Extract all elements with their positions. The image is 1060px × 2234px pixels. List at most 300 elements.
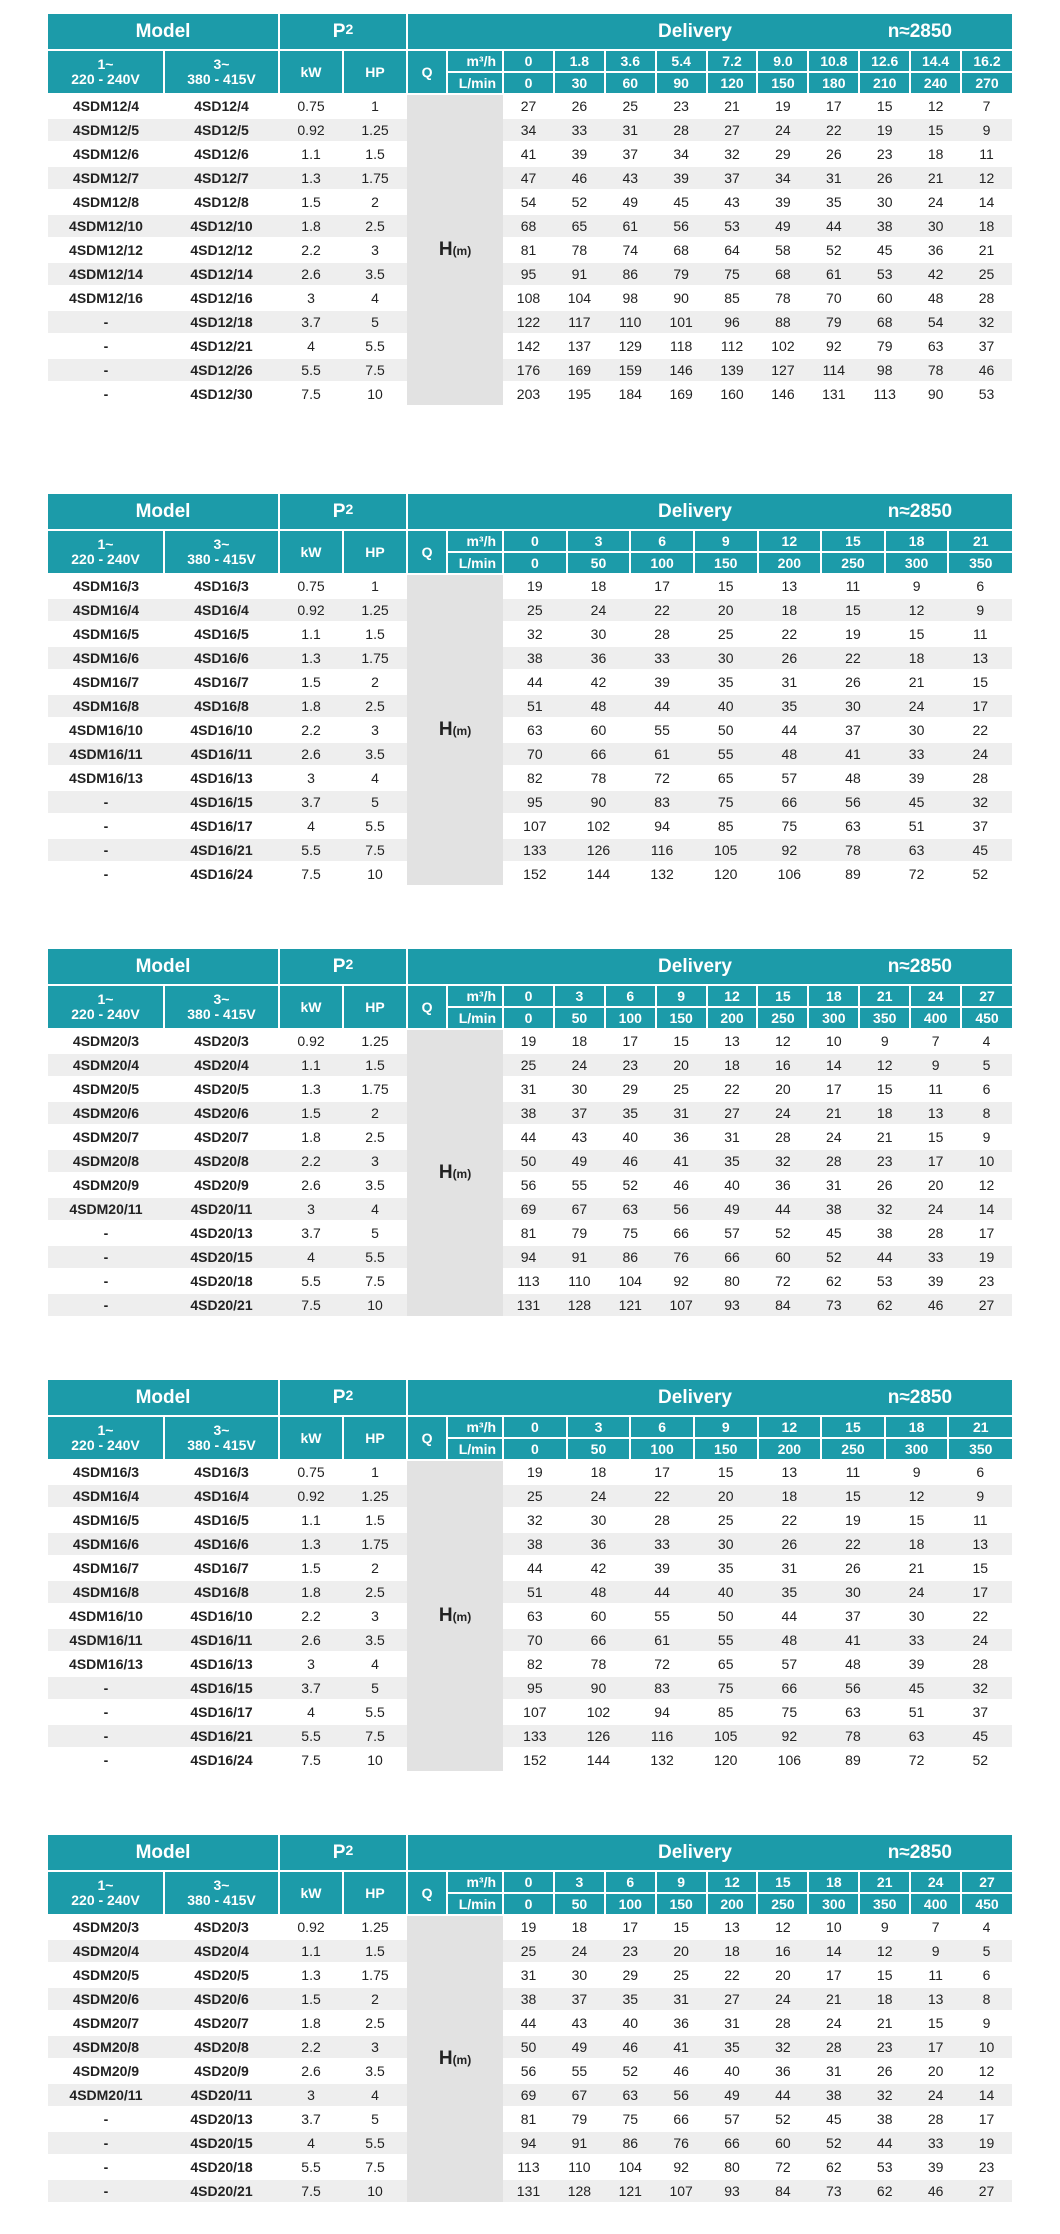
table-row (48, 1125, 1012, 1149)
power-hp: 1.25 (343, 1029, 407, 1053)
model-three-phase: 4SD12/26 (164, 358, 279, 382)
performance-table (48, 1380, 1012, 1773)
head-value: 35 (605, 1101, 656, 1125)
head-value: 26 (554, 94, 605, 118)
power-hp: 5 (343, 2107, 407, 2131)
head-value: 47 (503, 166, 554, 190)
head-value: 132 (630, 1748, 694, 1772)
head-value: 73 (808, 2179, 859, 2203)
model-three-phase: 4SD20/9 (164, 1173, 279, 1197)
head-value: 62 (859, 2179, 910, 2203)
head-value: 53 (859, 2155, 910, 2179)
model-three-phase: 4SD12/4 (164, 94, 279, 118)
head-value: 16 (757, 1939, 808, 1963)
power-kw: 1.8 (279, 694, 343, 718)
head-value: 44 (757, 1197, 808, 1221)
head-value: 63 (910, 334, 961, 358)
model-three-phase: 4SD20/6 (164, 1101, 279, 1125)
head-value: 144 (567, 862, 631, 886)
head-value: 30 (885, 1604, 949, 1628)
delivery-header (407, 949, 1012, 985)
model-single-phase: 4SDM16/3 (48, 574, 164, 598)
head-value: 9 (910, 1053, 961, 1077)
head-value: 66 (656, 2107, 707, 2131)
head-value: 60 (757, 2131, 808, 2155)
head-value: 14 (808, 1053, 859, 1077)
head-value: 40 (707, 1173, 758, 1197)
head-value: 79 (554, 2107, 605, 2131)
head-value: 43 (605, 166, 656, 190)
model-single-phase: 4SDM12/6 (48, 142, 164, 166)
head-value: 19 (821, 622, 885, 646)
head-value: 9 (885, 574, 949, 598)
model-three-phase: 4SD12/18 (164, 310, 279, 334)
model-three-phase: 4SD16/7 (164, 670, 279, 694)
model-three-phase: 4SD16/21 (164, 1724, 279, 1748)
flow-lmin: 450 (961, 1007, 1012, 1029)
power-kw: 2.2 (279, 1604, 343, 1628)
model-single-phase: - (48, 814, 164, 838)
model-single-phase: 4SDM12/5 (48, 118, 164, 142)
head-value: 22 (707, 1077, 758, 1101)
head-value: 117 (554, 310, 605, 334)
power-kw: 0.92 (279, 1029, 343, 1053)
head-value: 94 (630, 1700, 694, 1724)
flow-lmin: 100 (605, 1007, 656, 1029)
three-phase-header (164, 50, 279, 94)
model-single-phase: 4SDM20/11 (48, 2083, 164, 2107)
head-value: 108 (503, 286, 554, 310)
head-value: 75 (758, 814, 822, 838)
power-hp: 5.5 (343, 334, 407, 358)
model-single-phase: - (48, 334, 164, 358)
model-single-phase: 4SDM12/4 (48, 94, 164, 118)
head-value: 23 (961, 1269, 1012, 1293)
head-value: 44 (503, 670, 567, 694)
head-value: 146 (656, 358, 707, 382)
model-header: Model (48, 494, 279, 530)
head-value: 66 (656, 1221, 707, 1245)
head-value: 49 (707, 2083, 758, 2107)
head-value: 63 (503, 718, 567, 742)
head-value: 44 (503, 1556, 567, 1580)
head-value: 22 (808, 118, 859, 142)
head-value: 65 (554, 214, 605, 238)
head-value: 102 (757, 334, 808, 358)
head-value: 18 (885, 646, 949, 670)
single-voltage-label: 220 - 240V (71, 1892, 140, 1908)
head-value: 22 (948, 1604, 1012, 1628)
head-value: 37 (605, 142, 656, 166)
head-value: 24 (567, 1484, 631, 1508)
head-value: 107 (503, 1700, 567, 1724)
head-value: 30 (821, 1580, 885, 1604)
head-value: 35 (808, 190, 859, 214)
head-value: 66 (758, 790, 822, 814)
power-kw: 0.75 (279, 94, 343, 118)
head-value: 20 (694, 598, 758, 622)
flow-lmin: 400 (910, 1893, 961, 1915)
head-value: 12 (961, 166, 1012, 190)
head-value: 70 (503, 1628, 567, 1652)
head-value: 30 (694, 1532, 758, 1556)
head-value: 19 (757, 94, 808, 118)
head-value: 19 (821, 1508, 885, 1532)
power-hp: 2.5 (343, 694, 407, 718)
head-value: 62 (859, 1293, 910, 1317)
head-letter: H (438, 2048, 453, 2069)
power-kw: 1.3 (279, 646, 343, 670)
head-value: 92 (656, 1269, 707, 1293)
head-value: 61 (630, 1628, 694, 1652)
table-row (48, 718, 1012, 742)
head-value: 12 (885, 1484, 949, 1508)
head-value: 75 (605, 1221, 656, 1245)
head-value: 17 (948, 1580, 1012, 1604)
table-row (48, 190, 1012, 214)
flow-m3h: 21 (859, 1871, 910, 1893)
power-hp: 2.5 (343, 1580, 407, 1604)
delivery-label: Delivery (658, 1386, 732, 1408)
power-hp: 10 (343, 1748, 407, 1772)
head-value: 55 (694, 742, 758, 766)
head-value: 52 (808, 1245, 859, 1269)
power-kw: 1.8 (279, 2011, 343, 2035)
power-hp: 1.5 (343, 142, 407, 166)
head-value: 15 (821, 598, 885, 622)
head-value: 131 (808, 382, 859, 406)
model-single-phase: 4SDM12/8 (48, 190, 164, 214)
flow-m3h: 6 (630, 530, 694, 552)
head-value: 11 (821, 574, 885, 598)
model-single-phase: 4SDM12/12 (48, 238, 164, 262)
single-phase-label: 1~ (97, 1877, 114, 1893)
flow-lmin: 300 (808, 1893, 859, 1915)
head-value: 23 (859, 1149, 910, 1173)
model-single-phase: - (48, 862, 164, 886)
kw-header: kW (279, 530, 343, 574)
performance-table (48, 949, 1012, 1318)
head-value: 44 (630, 1580, 694, 1604)
head-value: 28 (757, 1125, 808, 1149)
head-value: 80 (707, 1269, 758, 1293)
p2-label: P (332, 500, 346, 522)
flow-m3h: 9 (694, 530, 758, 552)
head-value: 61 (605, 214, 656, 238)
head-value: 23 (961, 2155, 1012, 2179)
three-phase-label: 3~ (213, 991, 230, 1007)
model-single-phase: 4SDM16/11 (48, 742, 164, 766)
flow-m3h: 0 (503, 985, 554, 1007)
head-value: 22 (821, 1532, 885, 1556)
model-three-phase: 4SD16/24 (164, 862, 279, 886)
head-value: 39 (554, 142, 605, 166)
flow-m3h: 9.0 (757, 50, 808, 72)
head-value: 66 (567, 1628, 631, 1652)
power-kw: 1.3 (279, 166, 343, 190)
head-value: 9 (961, 118, 1012, 142)
head-value: 94 (630, 814, 694, 838)
head-value: 12 (961, 2059, 1012, 2083)
power-hp: 5 (343, 1221, 407, 1245)
delivery-label: Delivery (658, 500, 732, 522)
head-value: 65 (694, 766, 758, 790)
power-hp: 1.25 (343, 118, 407, 142)
head-value: 82 (503, 766, 567, 790)
head-value: 40 (605, 1125, 656, 1149)
head-value: 44 (503, 1125, 554, 1149)
head-value: 53 (859, 1269, 910, 1293)
head-value: 159 (605, 358, 656, 382)
head-value: 72 (885, 1748, 949, 1772)
head-value: 131 (503, 1293, 554, 1317)
head-value: 38 (808, 1197, 859, 1221)
power-kw: 1.8 (279, 214, 343, 238)
head-value: 83 (630, 1676, 694, 1700)
head-value: 30 (554, 1963, 605, 1987)
head-value: 22 (948, 718, 1012, 742)
flow-m3h: 15 (821, 1416, 885, 1438)
three-phase-header (164, 1871, 279, 1915)
p2-header: P2 (279, 494, 407, 530)
flow-lmin: 150 (656, 1893, 707, 1915)
power-hp: 10 (343, 1293, 407, 1317)
power-kw: 3 (279, 1197, 343, 1221)
power-kw: 4 (279, 814, 343, 838)
head-value: 24 (948, 742, 1012, 766)
power-hp: 5.5 (343, 2131, 407, 2155)
model-single-phase: - (48, 1245, 164, 1269)
power-hp: 1.75 (343, 1963, 407, 1987)
head-value: 28 (948, 1652, 1012, 1676)
head-value: 63 (885, 1724, 949, 1748)
head-value: 63 (605, 2083, 656, 2107)
delivery-label: Delivery (658, 1841, 732, 1863)
model-single-phase: 4SDM16/8 (48, 1580, 164, 1604)
power-kw: 3 (279, 1652, 343, 1676)
flow-m3h: 18 (808, 1871, 859, 1893)
head-value: 79 (808, 310, 859, 334)
head-value: 104 (605, 1269, 656, 1293)
power-kw: 2.2 (279, 2035, 343, 2059)
head-value: 24 (757, 1101, 808, 1125)
head-value: 31 (808, 2059, 859, 2083)
head-value: 75 (707, 262, 758, 286)
head-value: 19 (961, 2131, 1012, 2155)
head-value: 26 (859, 1173, 910, 1197)
head-value: 28 (910, 1221, 961, 1245)
flow-m3h: 18 (885, 530, 949, 552)
head-value: 19 (503, 1460, 567, 1484)
head-value: 66 (707, 1245, 758, 1269)
model-three-phase: 4SD16/6 (164, 1532, 279, 1556)
table-row (48, 1173, 1012, 1197)
head-value: 13 (948, 646, 1012, 670)
three-phase-label: 3~ (213, 536, 230, 552)
q-header: Q (407, 1416, 447, 1460)
head-value: 55 (554, 1173, 605, 1197)
head-value: 46 (656, 2059, 707, 2083)
head-value: 15 (859, 1963, 910, 1987)
three-voltage-label: 380 - 415V (187, 1006, 256, 1022)
head-value: 56 (656, 214, 707, 238)
power-hp: 2 (343, 670, 407, 694)
head-value: 14 (808, 1939, 859, 1963)
head-value: 9 (910, 1939, 961, 1963)
flow-lmin: 50 (567, 552, 631, 574)
model-three-phase: 4SD16/5 (164, 622, 279, 646)
model-single-phase: - (48, 2179, 164, 2203)
head-value: 23 (605, 1053, 656, 1077)
head-value: 176 (503, 358, 554, 382)
model-single-phase: - (48, 1676, 164, 1700)
head-value: 7 (910, 1029, 961, 1053)
flow-m3h: 27 (961, 985, 1012, 1007)
head-value: 33 (885, 1628, 949, 1652)
three-phase-label: 3~ (213, 1877, 230, 1893)
head-value: 127 (757, 358, 808, 382)
model-single-phase: 4SDM16/6 (48, 1532, 164, 1556)
head-value: 78 (554, 238, 605, 262)
head-value: 30 (885, 718, 949, 742)
flow-m3h: 18 (808, 985, 859, 1007)
head-value: 61 (808, 262, 859, 286)
power-hp: 7.5 (343, 2155, 407, 2179)
model-single-phase: - (48, 838, 164, 862)
head-value: 95 (503, 262, 554, 286)
head-value: 132 (630, 862, 694, 886)
head-value: 82 (503, 1652, 567, 1676)
head-value: 142 (503, 334, 554, 358)
head-value: 49 (757, 214, 808, 238)
single-voltage-label: 220 - 240V (71, 551, 140, 567)
unit-m3h: m³/h (447, 1871, 503, 1893)
flow-m3h: 9 (656, 985, 707, 1007)
model-header: Model (48, 1835, 279, 1871)
flow-lmin: 50 (554, 1007, 605, 1029)
head-value: 46 (910, 2179, 961, 2203)
head-value: 34 (757, 166, 808, 190)
model-single-phase: 4SDM16/11 (48, 1628, 164, 1652)
head-value: 120 (694, 862, 758, 886)
head-value: 81 (503, 1221, 554, 1245)
model-three-phase: 4SD20/3 (164, 1029, 279, 1053)
head-value: 8 (961, 1101, 1012, 1125)
head-value: 9 (961, 1125, 1012, 1149)
head-value: 6 (948, 1460, 1012, 1484)
head-value: 110 (554, 2155, 605, 2179)
head-value: 32 (757, 1149, 808, 1173)
head-value: 21 (808, 1101, 859, 1125)
head-value: 106 (758, 1748, 822, 1772)
head-value: 15 (910, 2011, 961, 2035)
head-value: 18 (859, 1987, 910, 2011)
head-value: 12 (961, 1173, 1012, 1197)
head-value: 90 (656, 286, 707, 310)
power-hp: 3.5 (343, 2059, 407, 2083)
head-value: 29 (605, 1077, 656, 1101)
model-single-phase: 4SDM12/7 (48, 166, 164, 190)
model-three-phase: 4SD20/13 (164, 2107, 279, 2131)
flow-lmin: 250 (821, 552, 885, 574)
head-value: 33 (910, 1245, 961, 1269)
head-value: 56 (503, 1173, 554, 1197)
unit-m3h: m³/h (447, 1416, 503, 1438)
model-single-phase: 4SDM16/13 (48, 766, 164, 790)
table-row (48, 694, 1012, 718)
head-value: 94 (503, 1245, 554, 1269)
head-value: 75 (694, 1676, 758, 1700)
head-value: 46 (605, 2035, 656, 2059)
head-value: 17 (808, 1077, 859, 1101)
single-phase-header (48, 50, 164, 94)
head-value: 63 (821, 814, 885, 838)
head-value: 17 (808, 94, 859, 118)
model-three-phase: 4SD20/18 (164, 2155, 279, 2179)
head-value: 44 (757, 2083, 808, 2107)
head-value: 48 (567, 1580, 631, 1604)
head-value: 6 (961, 1077, 1012, 1101)
power-hp: 3.5 (343, 1628, 407, 1652)
power-kw: 7.5 (279, 862, 343, 886)
power-hp: 4 (343, 1197, 407, 1221)
three-voltage-label: 380 - 415V (187, 1437, 256, 1453)
model-single-phase: - (48, 2155, 164, 2179)
head-value: 70 (808, 286, 859, 310)
model-three-phase: 4SD16/17 (164, 814, 279, 838)
hp-header: HP (343, 530, 407, 574)
power-kw: 2.6 (279, 2059, 343, 2083)
table-row (48, 1221, 1012, 1245)
model-single-phase: 4SDM20/9 (48, 2059, 164, 2083)
model-single-phase: 4SDM20/4 (48, 1939, 164, 1963)
head-value: 25 (503, 1484, 567, 1508)
head-value: 24 (554, 1939, 605, 1963)
head-value: 21 (859, 1125, 910, 1149)
head-value: 35 (758, 694, 822, 718)
head-value: 25 (605, 94, 656, 118)
power-kw: 4 (279, 1245, 343, 1269)
power-kw: 5.5 (279, 1269, 343, 1293)
flow-m3h: 12 (707, 1871, 758, 1893)
flow-m3h: 10.8 (808, 50, 859, 72)
head-value: 122 (503, 310, 554, 334)
power-kw: 7.5 (279, 1293, 343, 1317)
flow-lmin: 210 (859, 72, 910, 94)
power-hp: 3.5 (343, 742, 407, 766)
model-single-phase: - (48, 358, 164, 382)
head-value: 52 (808, 2131, 859, 2155)
table-row (48, 334, 1012, 358)
head-value: 61 (630, 742, 694, 766)
head-value: 32 (859, 2083, 910, 2107)
flow-m3h: 12.6 (859, 50, 910, 72)
p2-label: P (332, 1386, 346, 1408)
flow-m3h: 21 (859, 985, 910, 1007)
head-value: 52 (757, 1221, 808, 1245)
head-value: 9 (948, 1484, 1012, 1508)
flow-m3h: 16.2 (961, 50, 1012, 72)
head-value: 68 (859, 310, 910, 334)
power-hp: 7.5 (343, 838, 407, 862)
delivery-header (407, 494, 1012, 530)
single-phase-header (48, 1871, 164, 1915)
single-phase-header (48, 985, 164, 1029)
power-kw: 0.75 (279, 574, 343, 598)
power-kw: 2.6 (279, 1173, 343, 1197)
power-hp: 5 (343, 790, 407, 814)
head-value: 51 (885, 1700, 949, 1724)
